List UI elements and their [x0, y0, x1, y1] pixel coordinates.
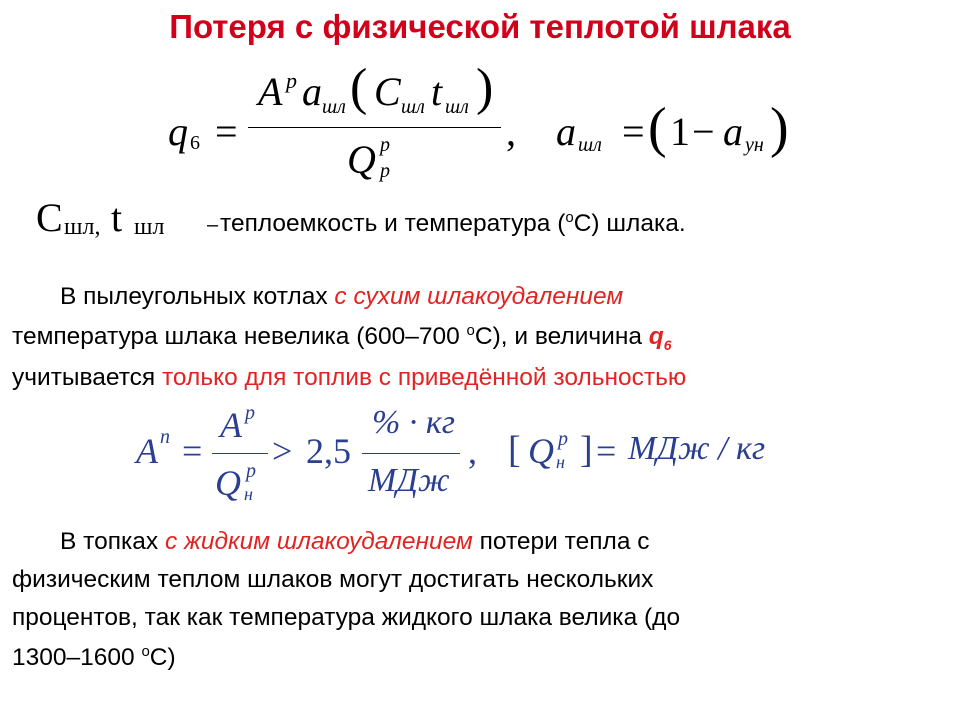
- def-t: t: [111, 195, 123, 240]
- paren-open-2: (: [648, 97, 667, 159]
- f2-Q-sub: н: [556, 452, 565, 472]
- num-t: t: [431, 69, 443, 114]
- para2-line2: физическим теплом шлаков могут достигать нескольких: [12, 566, 654, 593]
- den-Q: Q: [347, 137, 376, 182]
- num-t-sub: шл: [445, 96, 469, 118]
- f2-den-Q-sub: н: [244, 484, 253, 504]
- a-shl-sub: шл: [578, 134, 602, 156]
- num-C-sub: шл: [401, 96, 425, 118]
- symbol-q: q: [168, 109, 188, 154]
- f2-greater: >: [272, 431, 293, 471]
- f2-value: 2,5: [306, 431, 351, 471]
- f2-comma: ,: [468, 431, 477, 471]
- def-C: C: [36, 195, 63, 240]
- f2-unit-den: МДж: [368, 462, 450, 499]
- slide-title: Потеря с физической теплотой шлака: [169, 8, 791, 45]
- f2-unit-bar: [362, 453, 460, 454]
- num-A: A: [258, 69, 283, 114]
- paren-close-2: ): [770, 97, 789, 159]
- num-a-sub: шл: [322, 96, 346, 118]
- den-Q-sub: p: [380, 160, 390, 182]
- minus-sign: −: [692, 109, 715, 154]
- def-text-after: С) шлака.: [573, 210, 686, 238]
- para2-l4-degree: o: [141, 643, 150, 660]
- f2-A: A: [136, 431, 158, 471]
- def-degree: o: [565, 209, 574, 226]
- f2-den-Q-sup: p: [246, 460, 256, 482]
- para1-l1-text: В пылеугольных котлах: [60, 283, 335, 310]
- f2-equals-2: =: [596, 431, 617, 471]
- para1-l2-text: температура шлака невелика (600–700: [12, 323, 467, 351]
- a-un: a: [723, 109, 743, 154]
- para1-q6-sub: 6: [663, 337, 672, 354]
- den-Q-sup: p: [380, 134, 390, 156]
- para2-l4-text-b: С): [149, 644, 176, 672]
- f2-num-A: A: [220, 405, 242, 445]
- equals-sign: =: [215, 109, 238, 154]
- one: 1: [670, 109, 690, 154]
- a-shl: a: [556, 109, 576, 154]
- f2-den-Q: Q: [215, 463, 241, 503]
- num-C: C: [374, 69, 401, 114]
- para1-l2-text-b: С), и величина: [474, 323, 649, 351]
- para2-line4: [12, 644, 176, 671]
- para1-line3: [12, 366, 686, 391]
- para1-line2: [12, 323, 672, 352]
- para1-line1: [60, 285, 623, 310]
- def-t-sub: шл: [134, 214, 165, 240]
- f2-num-A-sup: p: [245, 402, 255, 424]
- def-text-before: теплоемкость и температура (: [220, 210, 566, 238]
- para1-l1-highlight: с сухим шлакоудалением: [334, 283, 624, 310]
- para2-line3: процентов, так как температура жидкого шлака велика (до: [12, 604, 681, 631]
- f2-rbracket: ]: [580, 429, 593, 471]
- num-A-sup: p: [286, 68, 297, 93]
- f2-A-sup: п: [160, 426, 170, 448]
- symbol-q-sub: 6: [190, 132, 200, 154]
- para1-l3-text: учитывается: [12, 364, 162, 391]
- f2-unit: МДж / кг: [628, 430, 766, 467]
- f2-fraction-bar: [212, 453, 268, 454]
- paren-open: (: [350, 59, 368, 116]
- para2-l1-text-b: потери тепла с: [472, 528, 650, 555]
- fraction-bar: [248, 127, 501, 128]
- equals-sign-2: =: [622, 109, 645, 154]
- para2-l4-text: 1300–1600: [12, 644, 142, 672]
- comma: ,: [506, 109, 516, 154]
- para1-l2-degree: o: [466, 322, 475, 339]
- para2-l1-highlight: с жидким шлакоудалением: [164, 528, 473, 555]
- para2-l1-text: В топках: [60, 528, 165, 555]
- para1-q6: q: [648, 323, 664, 351]
- para2-line1: [60, 530, 650, 555]
- para1-l3-highlight: только для топлив с приведённой зольностью: [161, 364, 687, 391]
- def-C-sub: шл,: [64, 214, 101, 240]
- f2-equals: =: [182, 431, 203, 471]
- def-dash: –: [207, 214, 219, 236]
- f2-Q-sup: p: [558, 428, 568, 450]
- paren-close: ): [476, 59, 494, 116]
- def-text: [220, 210, 686, 237]
- f2-Q: Q: [528, 431, 554, 471]
- f2-lbracket: [: [508, 429, 521, 471]
- f2-unit-num: % · кг: [372, 404, 455, 441]
- num-a: a: [302, 69, 322, 114]
- a-un-sub: ун: [745, 134, 764, 156]
